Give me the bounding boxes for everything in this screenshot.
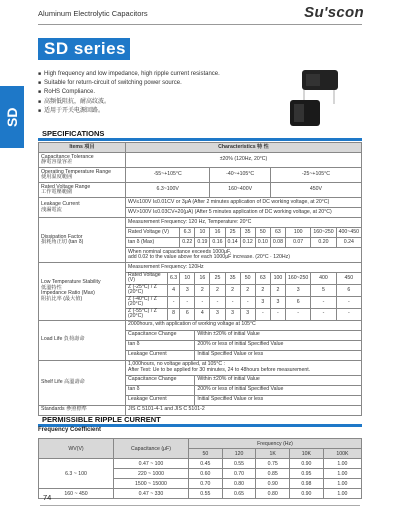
- df-voltage-cell: 35: [240, 228, 255, 238]
- lt-voltage-cell: 160~250: [285, 273, 310, 285]
- header-rule: [38, 24, 362, 25]
- characteristics-header: Characteristics 特 性: [126, 143, 362, 153]
- shelf-row-value: 200% or less of initial Specified Value: [195, 385, 362, 395]
- lt-voltage-cell: 50: [240, 273, 255, 285]
- feature-item: ■ 适用于开关电源回路。: [38, 107, 220, 116]
- cap-cell: 220 ~ 1000: [114, 469, 189, 479]
- lt-ratio-cell: 2: [255, 284, 270, 296]
- load-row-label: tan δ: [126, 340, 195, 350]
- lt-ratio-cell: 2: [195, 284, 210, 296]
- leakage-value-2: WV>100V I≤0.03CV+20(μA) (After 5 minutes application of DC working voltage, at 20°C): [126, 208, 362, 218]
- feature-item: ■ High frequency and low impedance, high ripple current resistance.: [38, 70, 220, 79]
- feature-item: ■ Suitable for return-circuit of switching power source.: [38, 79, 220, 88]
- coefficient-cell: 0.95: [290, 469, 324, 479]
- cap-tol-value: ±20% (120Hz, 20°C): [126, 153, 362, 168]
- lt-ratio-cell: 4: [167, 284, 179, 296]
- rated-v-high: 450V: [270, 183, 361, 198]
- wv-cell: 160 ~ 450: [39, 489, 114, 499]
- df-voltage-cell: 160~250: [311, 228, 336, 238]
- standards-value: JIS C 5101-4-1 and JIS C 5101-2: [126, 405, 362, 415]
- df-rv-label: Rated Voltage (V): [126, 228, 180, 238]
- df-tan-cell: 0.12: [240, 238, 255, 248]
- lt-ratio-cell: -: [285, 308, 310, 320]
- lt-ratio-cell: 3: [225, 308, 240, 320]
- coefficient-cell: 0.85: [256, 469, 290, 479]
- lt-ratio-cell: -: [167, 296, 179, 308]
- freq-cell: 120: [222, 449, 256, 459]
- footer-rule: [40, 505, 360, 506]
- df-voltage-cell: 16: [210, 228, 225, 238]
- lt-voltage-cell: 35: [225, 273, 240, 285]
- op-temp-low: -55~+105°C: [126, 168, 210, 183]
- cap-cell: 1500 ~ 15000: [114, 479, 189, 489]
- df-tan-cell: 0.19: [195, 238, 210, 248]
- lt-measure: Measurement Frequency: 120Hz: [126, 263, 362, 273]
- df-voltage-cell: 6.3: [180, 228, 195, 238]
- df-voltage-cell: 63: [270, 228, 285, 238]
- wv-header: WV(V): [39, 439, 114, 459]
- standards-label: Standards 參照標準: [39, 405, 126, 415]
- op-temp-high: -25~+105°C: [270, 168, 361, 183]
- coefficient-cell: 0.75: [256, 459, 290, 469]
- lt-ratio-cell: 6: [180, 308, 195, 320]
- coefficient-cell: 0.80: [222, 479, 256, 489]
- df-voltage-cell: 10: [195, 228, 210, 238]
- coefficient-cell: 0.70: [222, 469, 256, 479]
- lt-row-label: Z (-40°C) / Z (20°C): [126, 296, 168, 308]
- lt-ratio-cell: 6: [285, 296, 310, 308]
- lt-ratio-cell: 6: [336, 284, 361, 296]
- df-voltage-cell: 100: [285, 228, 310, 238]
- lt-ratio-cell: -: [225, 296, 240, 308]
- lt-ratio-cell: 3: [255, 296, 270, 308]
- lt-ratio-cell: 3: [270, 296, 285, 308]
- load-row-label: Capacitance Change: [126, 330, 195, 340]
- df-voltage-cell: 50: [255, 228, 270, 238]
- lt-ratio-cell: 5: [311, 284, 336, 296]
- lt-ratio-cell: 3: [240, 308, 255, 320]
- lt-ratio-cell: -: [240, 296, 255, 308]
- coefficient-cell: 0.55: [222, 459, 256, 469]
- freq-cell: 100K: [323, 449, 361, 459]
- df-tan-cell: 0.08: [270, 238, 285, 248]
- coefficient-cell: 1.00: [323, 489, 361, 499]
- op-temp-label: Operating Temperature Range 使用温度範囲: [39, 168, 126, 183]
- freq-cell: 10K: [290, 449, 324, 459]
- leakage-value-1: WV≤100V I≤0.01CV or 3μA (After 2 minutes application of DC working voltage, at 20°C): [126, 198, 362, 208]
- load-row-value: Within ±20% of initial Value: [195, 330, 362, 340]
- lt-ratio-cell: 8: [167, 308, 179, 320]
- lt-rv-label: Rated Voltage (V): [126, 273, 168, 285]
- frequency-header: Frequency (Hz): [189, 439, 362, 449]
- coefficient-cell: 0.55: [189, 489, 223, 499]
- df-tan-cell: 0.20: [311, 238, 336, 248]
- lt-ratio-cell: 2: [240, 284, 255, 296]
- coefficient-cell: 0.80: [256, 489, 290, 499]
- coefficient-cell: 0.70: [189, 479, 223, 489]
- load-row-label: Leakage Current: [126, 350, 195, 360]
- lt-voltage-cell: 400: [311, 273, 336, 285]
- lt-ratio-cell: 2: [210, 284, 225, 296]
- lt-voltage-cell: 10: [180, 273, 195, 285]
- lt-ratio-cell: -: [311, 296, 336, 308]
- series-title: SD series: [38, 38, 130, 60]
- capacitor-image: [280, 66, 344, 130]
- cap-cell: 0.47 ~ 330: [114, 489, 189, 499]
- df-voltage-cell: 400~450: [336, 228, 361, 238]
- df-tan-label: tan δ (Max): [126, 238, 180, 248]
- coefficient-cell: 0.60: [189, 469, 223, 479]
- lt-ratio-cell: 3: [285, 284, 310, 296]
- load-life-label: Load Life 負荷壽命: [39, 320, 126, 360]
- df-tan-cell: 0.14: [225, 238, 240, 248]
- shelf-row-label: Leakage Current: [126, 395, 195, 405]
- lt-voltage-cell: 25: [210, 273, 225, 285]
- lt-ratio-cell: -: [270, 308, 285, 320]
- load-hours: 2000hours, with application of working voltage at 105°C: [126, 320, 362, 330]
- coefficient-cell: 0.45: [189, 459, 223, 469]
- coefficient-cell: 1.00: [323, 469, 361, 479]
- lt-ratio-cell: -: [311, 308, 336, 320]
- freq-cell: 1K: [256, 449, 290, 459]
- coefficient-cell: 1.00: [323, 479, 361, 489]
- coefficient-cell: 0.90: [290, 489, 324, 499]
- wv-cell: 6.3 ~ 100: [39, 459, 114, 489]
- lt-row-label: Z (-25°C) / Z (20°C): [126, 284, 168, 296]
- lt-row-label: Z (-55°C) / Z (20°C): [126, 308, 168, 320]
- rated-v-low: 6.3~100V: [126, 183, 210, 198]
- leakage-label: Leakage Current 洩漏電流: [39, 198, 126, 218]
- items-header: Items 項目: [39, 143, 126, 153]
- lt-ratio-cell: -: [255, 308, 270, 320]
- df-label: Dissipation Factor 損耗角正切 (tan δ): [39, 218, 126, 263]
- df-tan-cell: 0.07: [285, 238, 310, 248]
- shelf-row-value: Within ±20% of initial Value: [195, 375, 362, 385]
- lt-voltage-cell: 63: [255, 273, 270, 285]
- op-temp-mid: -40~+105°C: [210, 168, 270, 183]
- df-tan-cell: 0.10: [255, 238, 270, 248]
- specifications-table: [38, 142, 362, 416]
- side-tab: SD: [0, 86, 24, 148]
- rated-v-mid: 160~400V: [210, 183, 270, 198]
- coefficient-cell: 0.98: [290, 479, 324, 489]
- rated-v-label: Rated Voltage Range 工作電壓範圍: [39, 183, 126, 198]
- coefficient-cell: 0.90: [290, 459, 324, 469]
- df-note: When nominal capacitance exceeds 1000μF, add 0.02 to the value above for each 1000μF increase. (20°C · 120Hz): [126, 248, 362, 263]
- lt-ratio-cell: -: [180, 296, 195, 308]
- lt-label: Low Temperature Stability 低溫特性 Impedance Ratio (Max) 阻抗比率 (最大值): [39, 263, 126, 321]
- lt-ratio-cell: -: [336, 308, 361, 320]
- df-voltage-cell: 25: [225, 228, 240, 238]
- shelf-life-label: Shelf Life 高溫壽命: [39, 360, 126, 405]
- shelf-note: 1,000hours, no voltage applied, at 105°C : After Test: Ue to be applied for 30 minutes, 24 to 48hours before measurement.: [126, 360, 362, 375]
- ripple-table: [38, 438, 362, 499]
- coefficient-cell: 0.65: [222, 489, 256, 499]
- coefficient-cell: 0.90: [256, 479, 290, 489]
- lt-ratio-cell: -: [336, 296, 361, 308]
- lt-ratio-cell: 4: [195, 308, 210, 320]
- brand-logo: Su'scon: [304, 4, 364, 21]
- df-tan-cell: 0.16: [210, 238, 225, 248]
- feature-item: ■ 高频低阻抗，耐高纹波。: [38, 98, 220, 107]
- df-tan-cell: 0.24: [336, 238, 361, 248]
- lt-voltage-cell: 16: [195, 273, 210, 285]
- feature-list: [38, 70, 220, 116]
- lt-ratio-cell: -: [210, 296, 225, 308]
- coefficient-cell: 1.00: [323, 459, 361, 469]
- lt-voltage-cell: 450: [336, 273, 361, 285]
- shelf-row-label: Capacitance Change: [126, 375, 195, 385]
- lt-ratio-cell: 3: [210, 308, 225, 320]
- specifications-bar: [38, 138, 362, 141]
- specifications-heading: SPECIFICATIONS: [42, 129, 105, 138]
- shelf-row-value: Initial Specified Value or less: [195, 395, 362, 405]
- df-tan-cell: 0.22: [180, 238, 195, 248]
- category-title: Aluminum Electrolytic Capacitors: [38, 9, 148, 18]
- capacitance-header: Capacitance (μF): [114, 439, 189, 459]
- lt-ratio-cell: -: [195, 296, 210, 308]
- feature-item: ■ RoHS Compliance.: [38, 88, 220, 97]
- frequency-coefficient-heading: Frequency Coefficient: [38, 427, 102, 433]
- df-measure: Measurement Frequency: 120 Hz, Temperature: 20°C: [126, 218, 362, 228]
- cap-cell: 0.47 ~ 100: [114, 459, 189, 469]
- lt-voltage-cell: 100: [270, 273, 285, 285]
- lt-ratio-cell: 3: [180, 284, 195, 296]
- freq-cell: 50: [189, 449, 223, 459]
- lt-ratio-cell: 2: [225, 284, 240, 296]
- page-number: 74: [43, 493, 52, 502]
- lt-voltage-cell: 6.3: [167, 273, 179, 285]
- lt-ratio-cell: 2: [270, 284, 285, 296]
- ripple-heading: PERMISSIBLE RIPPLE CURRENT: [42, 415, 161, 424]
- cap-tol-label: Capacitance Tolerance 静電容量容差: [39, 153, 126, 168]
- shelf-row-label: tan δ: [126, 385, 195, 395]
- load-row-value: Initial Specified Value or less: [195, 350, 362, 360]
- load-row-value: 200% or less of initial Specified Value: [195, 340, 362, 350]
